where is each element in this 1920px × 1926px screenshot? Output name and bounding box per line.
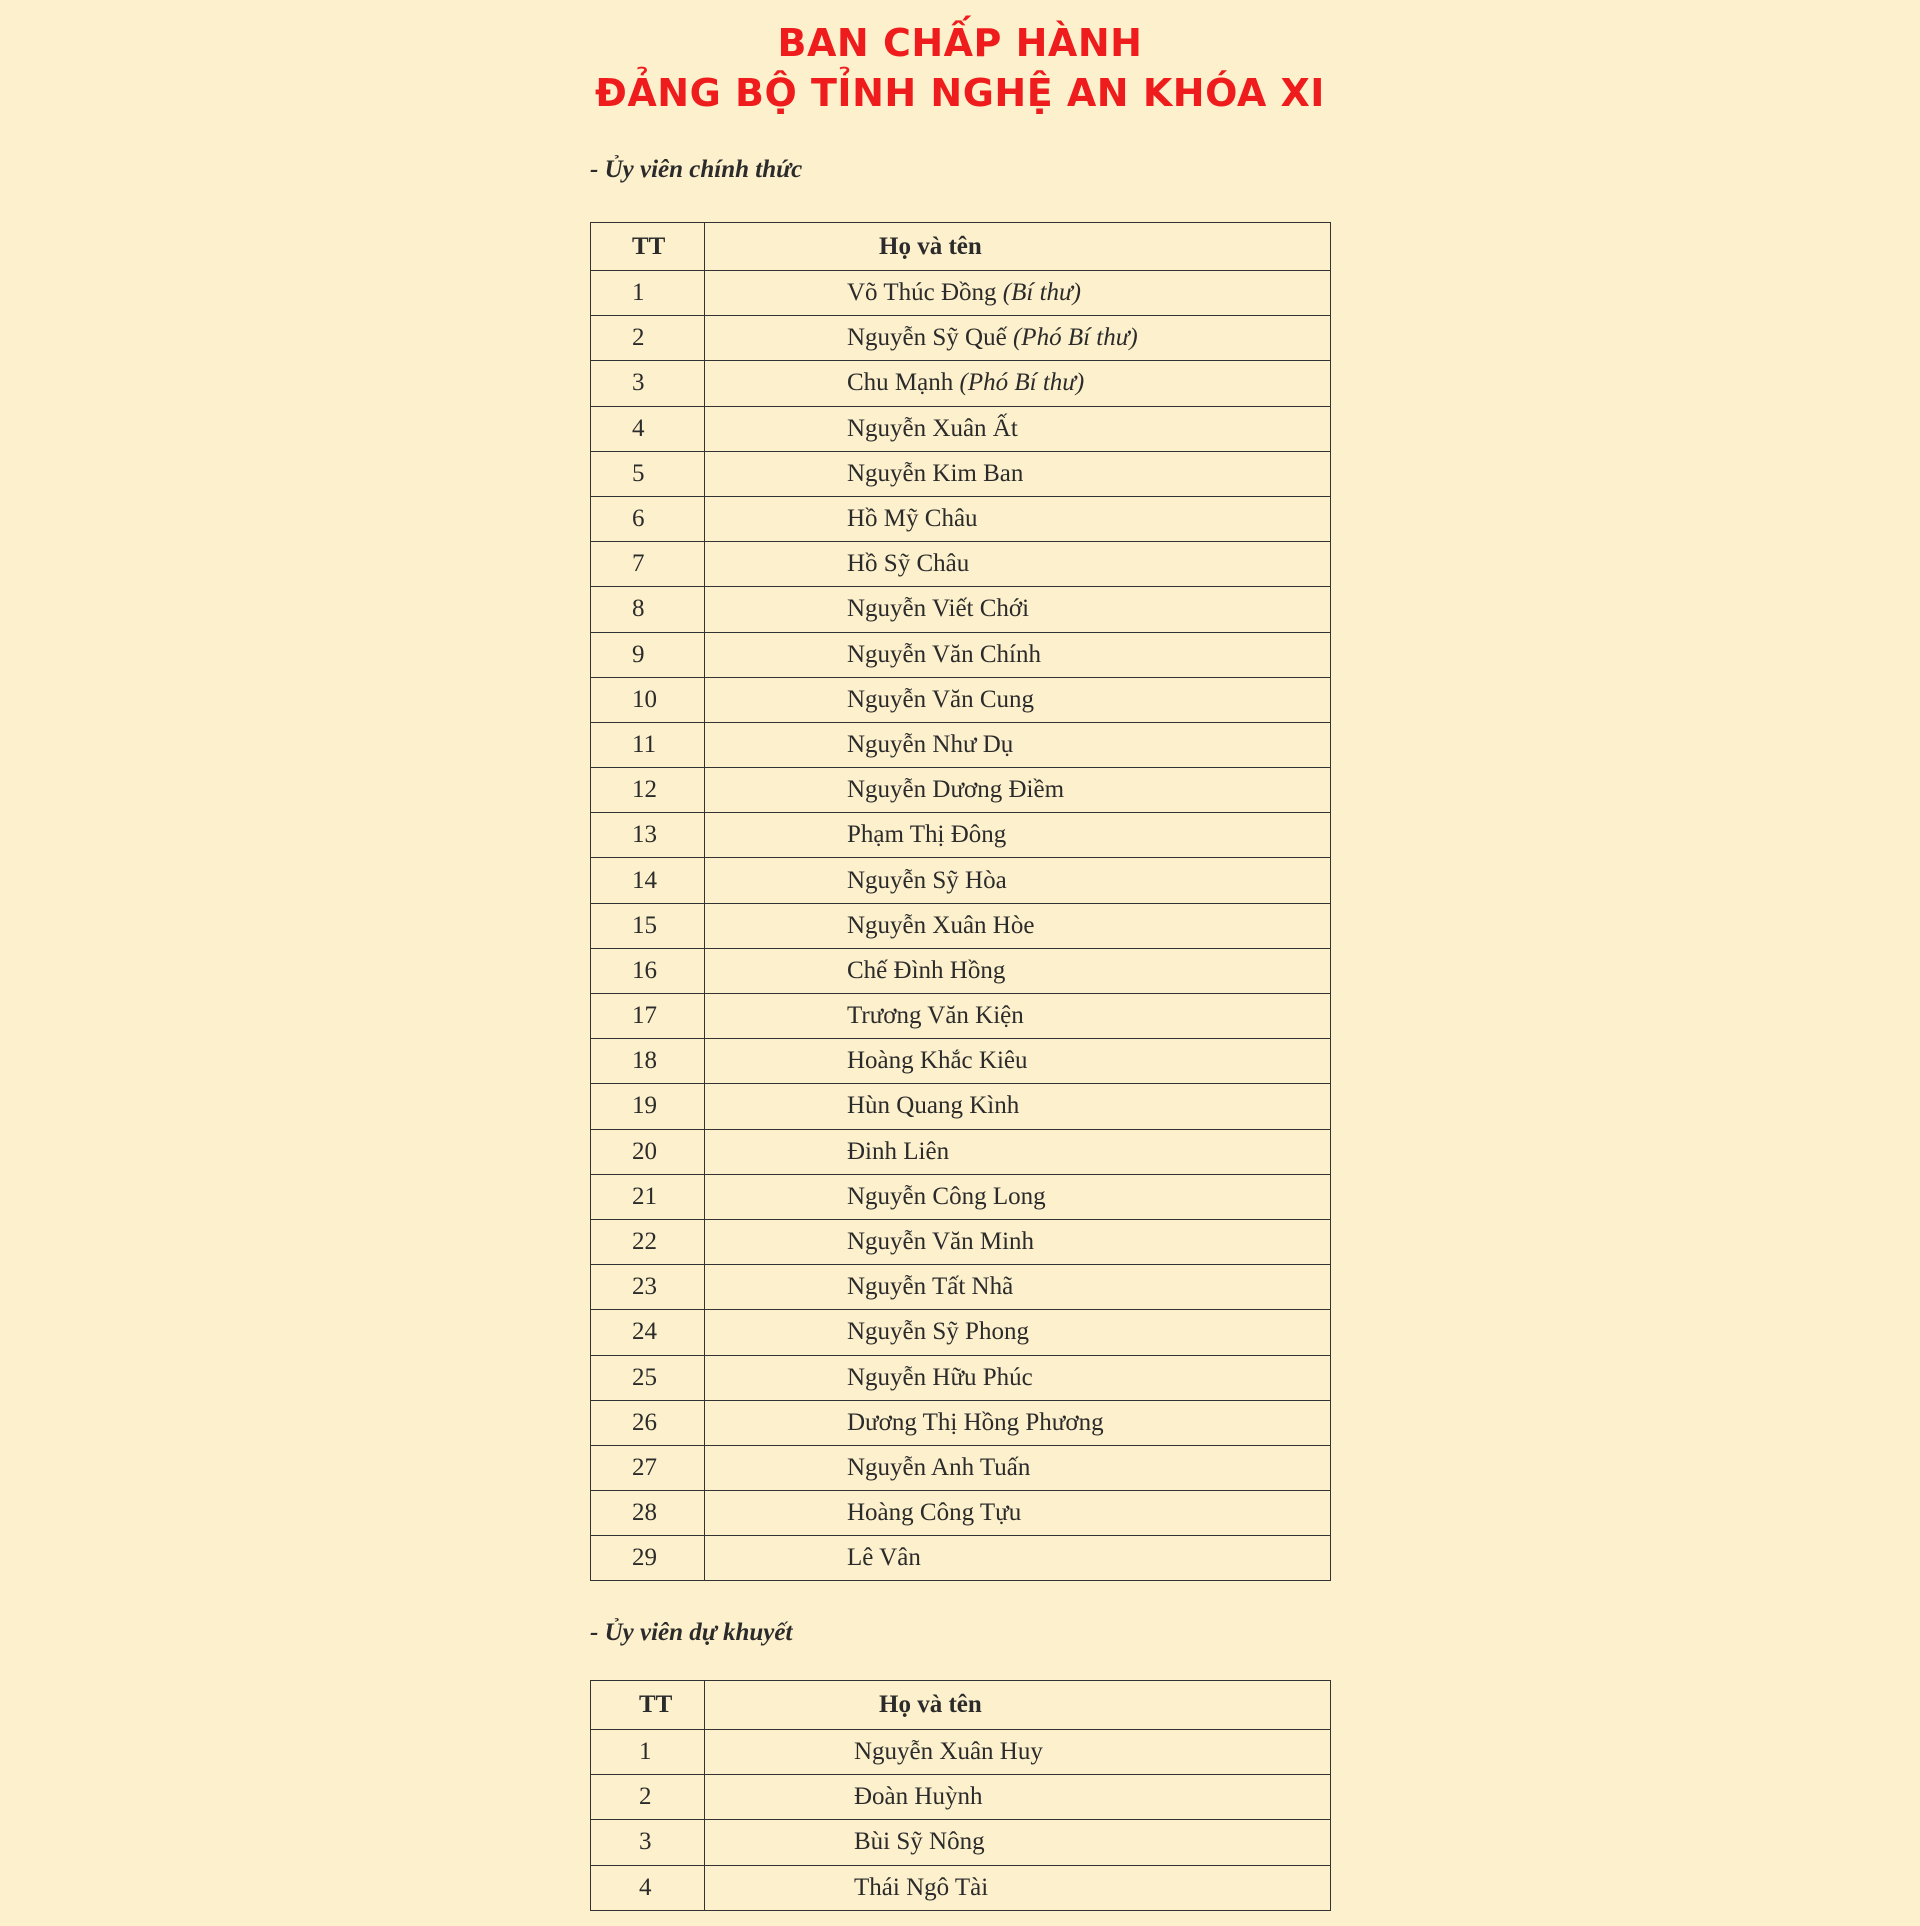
member-name-cell	[705, 768, 1331, 813]
member-name: Hùn Quang Kình	[847, 1092, 1020, 1120]
member-name-cell	[705, 1174, 1331, 1219]
row-number: 2	[591, 1775, 705, 1820]
row-number: 3	[591, 1820, 705, 1865]
row-number: 10	[591, 677, 705, 722]
member-name: Hồ Sỹ Châu	[847, 550, 970, 578]
member-name-cell	[705, 994, 1331, 1039]
row-number: 4	[591, 1865, 705, 1910]
member-role: (Phó Bí thư)	[1012, 324, 1138, 352]
row-number: 4	[591, 406, 705, 451]
table-row	[591, 587, 1331, 632]
member-name-cell	[705, 632, 1331, 677]
table-row	[591, 1355, 1331, 1400]
row-number: 7	[591, 542, 705, 587]
table-row	[591, 496, 1331, 541]
row-number: 6	[591, 496, 705, 541]
column-header-tt: TT	[591, 1681, 705, 1730]
member-name-cell	[705, 1400, 1331, 1445]
member-name-cell	[705, 406, 1331, 451]
row-number: 13	[591, 813, 705, 858]
table-row	[591, 632, 1331, 677]
table-row	[591, 1820, 1331, 1865]
member-name: Nguyễn Văn Minh	[847, 1228, 1035, 1256]
row-number: 28	[591, 1491, 705, 1536]
member-name-cell	[705, 1129, 1331, 1174]
member-name: Nguyễn Văn Cung	[847, 685, 1035, 713]
table-row	[591, 271, 1331, 316]
member-name: Nguyễn Xuân Huy	[854, 1738, 1043, 1766]
row-number: 24	[591, 1310, 705, 1355]
table-row	[591, 948, 1331, 993]
member-name: Dương Thị Hồng Phương	[847, 1408, 1104, 1436]
table-row	[591, 542, 1331, 587]
row-number: 23	[591, 1265, 705, 1310]
table-row	[591, 1084, 1331, 1129]
member-name: Nguyễn Xuân Hòe	[847, 911, 1035, 939]
table-row	[591, 1265, 1331, 1310]
member-name-cell	[705, 813, 1331, 858]
member-name-cell	[705, 948, 1331, 993]
member-name-cell	[705, 677, 1331, 722]
member-role: (Bí thư)	[1002, 279, 1081, 307]
member-name-cell	[705, 1820, 1331, 1865]
table-row	[591, 1730, 1331, 1775]
member-name-cell	[705, 1355, 1331, 1400]
member-name: Thái Ngô Tài	[854, 1873, 989, 1901]
member-name: Nguyễn Sỹ Quế	[847, 324, 1007, 352]
member-name-cell	[705, 1039, 1331, 1084]
table-row	[591, 1775, 1331, 1820]
column-header-tt: TT	[591, 223, 705, 271]
row-number: 16	[591, 948, 705, 993]
row-number: 25	[591, 1355, 705, 1400]
table-row	[591, 1865, 1331, 1910]
member-name: Chế Đình Hồng	[847, 956, 1006, 984]
column-header-name: Họ và tên	[705, 223, 1331, 271]
row-number: 1	[591, 1730, 705, 1775]
official-members-label: - Ủy viên chính thức	[590, 156, 803, 183]
alternate-members-table	[590, 1680, 1331, 1911]
member-name: Nguyễn Hữu Phúc	[847, 1363, 1033, 1391]
row-number: 21	[591, 1174, 705, 1219]
table-row	[591, 903, 1331, 948]
row-number: 19	[591, 1084, 705, 1129]
member-name-cell	[705, 361, 1331, 406]
member-name-cell	[705, 1445, 1331, 1490]
table-row	[591, 1129, 1331, 1174]
row-number: 26	[591, 1400, 705, 1445]
member-name-cell	[705, 858, 1331, 903]
member-name-cell	[705, 903, 1331, 948]
table-row	[591, 1445, 1331, 1490]
table-row	[591, 1219, 1331, 1264]
table-row	[591, 1491, 1331, 1536]
member-name-cell	[705, 1310, 1331, 1355]
member-name: Đoàn Huỳnh	[854, 1783, 983, 1811]
alternate-members-label: - Ủy viên dự khuyết	[590, 1619, 793, 1646]
member-name-cell	[705, 1219, 1331, 1264]
table-row	[591, 1039, 1331, 1084]
member-name: Nguyễn Công Long	[847, 1182, 1046, 1210]
row-number: 9	[591, 632, 705, 677]
table-row	[591, 1310, 1331, 1355]
table-row	[591, 1174, 1331, 1219]
row-number: 29	[591, 1536, 705, 1581]
member-name-cell	[705, 271, 1331, 316]
row-number: 3	[591, 361, 705, 406]
table-header-row	[591, 223, 1331, 271]
member-name-cell	[705, 722, 1331, 767]
table-row	[591, 451, 1331, 496]
table-row	[591, 858, 1331, 903]
member-name: Hoàng Công Tựu	[847, 1499, 1022, 1527]
member-name: Nguyễn Xuân Ất	[847, 414, 1018, 442]
title-line-2: ĐẢNG BỘ TỈNH NGHỆ AN KHÓA XI	[595, 71, 1325, 115]
row-number: 8	[591, 587, 705, 632]
row-number: 22	[591, 1219, 705, 1264]
member-name-cell	[705, 587, 1331, 632]
member-name: Đinh Liên	[847, 1137, 950, 1165]
table-row	[591, 722, 1331, 767]
member-name: Nguyễn Tất Nhã	[847, 1273, 1014, 1301]
member-name-cell	[705, 542, 1331, 587]
table-row	[591, 677, 1331, 722]
table-row	[591, 1400, 1331, 1445]
member-name-cell	[705, 1265, 1331, 1310]
row-number: 14	[591, 858, 705, 903]
member-name: Nguyễn Viết Chới	[847, 595, 1030, 623]
member-name: Bùi Sỹ Nông	[854, 1828, 985, 1856]
member-name: Hoàng Khắc Kiêu	[847, 1047, 1028, 1075]
member-name-cell	[705, 316, 1331, 361]
row-number: 27	[591, 1445, 705, 1490]
table-row	[591, 994, 1331, 1039]
table-row	[591, 1536, 1331, 1581]
member-name: Nguyễn Kim Ban	[847, 459, 1024, 487]
title-line-1: BAN CHẤP HÀNH	[777, 21, 1143, 65]
member-name-cell	[705, 1730, 1331, 1775]
table-header-row	[591, 1681, 1331, 1730]
member-name: Nguyễn Văn Chính	[847, 640, 1041, 668]
official-members-table	[590, 222, 1331, 1581]
page-title	[0, 18, 1920, 118]
member-name: Nguyễn Như Dụ	[847, 730, 1014, 758]
row-number: 1	[591, 271, 705, 316]
table-row	[591, 406, 1331, 451]
row-number: 20	[591, 1129, 705, 1174]
member-name: Nguyễn Sỹ Phong	[847, 1318, 1029, 1346]
row-number: 17	[591, 994, 705, 1039]
row-number: 2	[591, 316, 705, 361]
member-name-cell	[705, 1865, 1331, 1910]
member-name: Võ Thúc Đồng	[847, 279, 997, 307]
table-row	[591, 768, 1331, 813]
member-name: Trương Văn Kiện	[847, 1002, 1024, 1030]
row-number: 15	[591, 903, 705, 948]
column-header-name: Họ và tên	[705, 1681, 1331, 1730]
member-name-cell	[705, 1491, 1331, 1536]
member-name-cell	[705, 451, 1331, 496]
member-name-cell	[705, 1084, 1331, 1129]
table-row	[591, 813, 1331, 858]
member-role: (Phó Bí thư)	[959, 369, 1085, 397]
member-name: Nguyễn Anh Tuấn	[847, 1453, 1031, 1481]
row-number: 5	[591, 451, 705, 496]
member-name-cell	[705, 1536, 1331, 1581]
member-name: Lê Vân	[847, 1544, 921, 1572]
row-number: 18	[591, 1039, 705, 1084]
member-name: Nguyễn Dương Điềm	[847, 776, 1065, 804]
member-name-cell	[705, 496, 1331, 541]
member-name: Hồ Mỹ Châu	[847, 505, 978, 533]
member-name: Chu Mạnh	[847, 369, 954, 397]
member-name-cell	[705, 1775, 1331, 1820]
row-number: 11	[591, 722, 705, 767]
member-name: Phạm Thị Đông	[847, 821, 1007, 849]
member-name: Nguyễn Sỹ Hòa	[847, 866, 1007, 894]
row-number: 12	[591, 768, 705, 813]
table-row	[591, 361, 1331, 406]
table-row	[591, 316, 1331, 361]
